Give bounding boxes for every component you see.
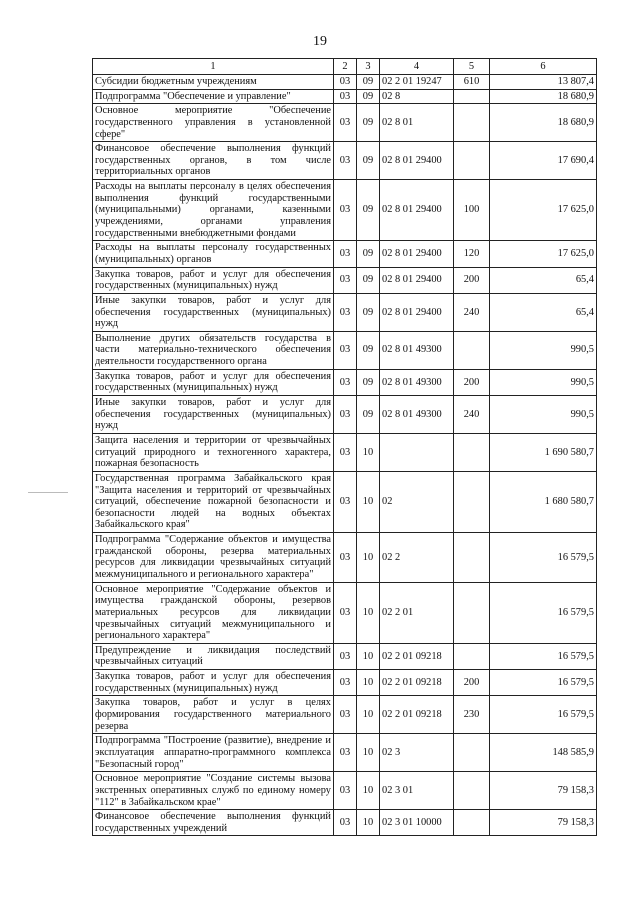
cell-section: 03 (334, 369, 357, 395)
cell-section: 03 (334, 75, 357, 90)
cell-amount: 17 625,0 (490, 241, 597, 267)
table-row (93, 471, 597, 532)
cell-target-article: 02 3 01 10000 (380, 810, 454, 836)
cell-name: Иные закупки товаров, работ и услуг для обеспечения государственных (муниципальных) нужд (93, 396, 334, 434)
cell-subsection: 09 (357, 142, 380, 180)
cell-subsection: 09 (357, 396, 380, 434)
table-row (93, 75, 597, 90)
cell-name: Государственная программа Забайкальского края "Защита населения и территорий от чрезвычайных ситуаций, обеспечение пожарной безопасности и безопасности людей на водных объектах Забайкальского края" (93, 471, 334, 532)
table-row (93, 643, 597, 669)
cell-section: 03 (334, 331, 357, 369)
cell-name: Субсидии бюджетным учреждениям (93, 75, 334, 90)
cell-subsection: 09 (357, 104, 380, 142)
table-row (93, 433, 597, 471)
cell-target-article: 02 8 01 49300 (380, 331, 454, 369)
table-row (93, 104, 597, 142)
cell-amount: 990,5 (490, 396, 597, 434)
cell-amount: 17 625,0 (490, 180, 597, 241)
cell-target-article: 02 2 01 (380, 582, 454, 643)
table-row (93, 696, 597, 734)
cell-subsection: 10 (357, 810, 380, 836)
cell-section: 03 (334, 471, 357, 532)
cell-subsection: 10 (357, 582, 380, 643)
cell-name: Закупка товаров, работ и услуг для обеспечения государственных (муниципальных) нужд (93, 369, 334, 395)
cell-subsection: 09 (357, 293, 380, 331)
cell-subsection: 09 (357, 180, 380, 241)
cell-section: 03 (334, 267, 357, 293)
table-row (93, 293, 597, 331)
cell-expense-type: 240 (454, 293, 490, 331)
table-row (93, 331, 597, 369)
cell-amount: 65,4 (490, 293, 597, 331)
cell-section: 03 (334, 582, 357, 643)
cell-expense-type (454, 734, 490, 772)
cell-name: Иные закупки товаров, работ и услуг для обеспечения государственных (муниципальных) нужд (93, 293, 334, 331)
table-row (93, 369, 597, 395)
cell-name: Подпрограмма "Содержание объектов и имущества гражданской обороны, резерва материальных ресурсов для ликвидации чрезвычайных ситуаций межмуниципального и регионального характера" (93, 533, 334, 583)
cell-section: 03 (334, 810, 357, 836)
cell-target-article: 02 8 01 49300 (380, 369, 454, 395)
table-row (93, 241, 597, 267)
cell-expense-type: 200 (454, 670, 490, 696)
cell-name: Расходы на выплаты персоналу в целях обеспечения выполнения функций государственными (муниципальными) органами, казенными учреждениями, органами управления государственными внебюджетными фондами (93, 180, 334, 241)
cell-expense-type: 230 (454, 696, 490, 734)
table-body (93, 75, 597, 836)
cell-target-article: 02 8 01 29400 (380, 142, 454, 180)
cell-amount: 13 807,4 (490, 75, 597, 90)
cell-section: 03 (334, 533, 357, 583)
cell-target-article: 02 2 01 09218 (380, 696, 454, 734)
cell-target-article: 02 8 01 29400 (380, 241, 454, 267)
cell-expense-type: 200 (454, 267, 490, 293)
cell-expense-type (454, 582, 490, 643)
cell-section: 03 (334, 142, 357, 180)
cell-name: Финансовое обеспечение выполнения функций государственных органов, в том числе территориальных органов (93, 142, 334, 180)
cell-name: Закупка товаров, работ и услуг в целях формирования государственного материального резерва (93, 696, 334, 734)
cell-name: Выполнение других обязательств государства в части материально-технического обеспечения деятельности государственного органа (93, 331, 334, 369)
cell-section: 03 (334, 396, 357, 434)
table-row (93, 180, 597, 241)
cell-section: 03 (334, 293, 357, 331)
cell-target-article: 02 (380, 471, 454, 532)
table-row (93, 772, 597, 810)
cell-amount: 16 579,5 (490, 533, 597, 583)
cell-target-article: 02 8 01 (380, 104, 454, 142)
cell-expense-type (454, 89, 490, 104)
cell-section: 03 (334, 772, 357, 810)
header-col-2: 2 (334, 59, 357, 75)
cell-amount: 18 680,9 (490, 89, 597, 104)
cell-section: 03 (334, 670, 357, 696)
table-row (93, 89, 597, 104)
header-col-1: 1 (93, 59, 334, 75)
cell-subsection: 10 (357, 471, 380, 532)
cell-target-article: 02 3 01 (380, 772, 454, 810)
cell-subsection: 09 (357, 369, 380, 395)
header-col-6: 6 (490, 59, 597, 75)
cell-subsection: 10 (357, 533, 380, 583)
cell-expense-type: 240 (454, 396, 490, 434)
cell-amount: 16 579,5 (490, 582, 597, 643)
cell-expense-type (454, 643, 490, 669)
cell-name: Расходы на выплаты персоналу государственных (муниципальных) органов (93, 241, 334, 267)
cell-expense-type (454, 142, 490, 180)
cell-name: Основное мероприятие "Обеспечение государственного управления в установленной сфере" (93, 104, 334, 142)
cell-amount: 79 158,3 (490, 772, 597, 810)
cell-name: Финансовое обеспечение выполнения функций государственных учреждений (93, 810, 334, 836)
cell-expense-type (454, 533, 490, 583)
cell-section: 03 (334, 643, 357, 669)
cell-amount: 16 579,5 (490, 643, 597, 669)
cell-name: Закупка товаров, работ и услуг для обеспечения государственных (муниципальных) нужд (93, 670, 334, 696)
cell-section: 03 (334, 696, 357, 734)
cell-subsection: 09 (357, 89, 380, 104)
cell-subsection: 09 (357, 331, 380, 369)
cell-target-article: 02 2 01 09218 (380, 643, 454, 669)
cell-target-article: 02 3 (380, 734, 454, 772)
cell-amount: 1 690 580,7 (490, 433, 597, 471)
cell-subsection: 10 (357, 772, 380, 810)
cell-name: Подпрограмма "Обеспечение и управление" (93, 89, 334, 104)
header-row (93, 59, 597, 75)
cell-amount: 990,5 (490, 331, 597, 369)
cell-target-article: 02 8 01 49300 (380, 396, 454, 434)
cell-expense-type: 100 (454, 180, 490, 241)
cell-expense-type (454, 772, 490, 810)
cell-target-article: 02 2 (380, 533, 454, 583)
cell-amount: 79 158,3 (490, 810, 597, 836)
cell-name: Основное мероприятие "Создание системы вызова экстренных оперативных служб по единому номеру "112" в Забайкальском крае" (93, 772, 334, 810)
budget-table (92, 58, 597, 836)
cell-expense-type: 610 (454, 75, 490, 90)
cell-target-article: 02 8 (380, 89, 454, 104)
cell-expense-type (454, 471, 490, 532)
cell-name: Подпрограмма "Построение (развитие), внедрение и эксплуатация аппаратно-программного комплекса "Безопасный город" (93, 734, 334, 772)
cell-amount: 65,4 (490, 267, 597, 293)
cell-subsection: 10 (357, 670, 380, 696)
page-number: 19 (313, 34, 327, 49)
cell-name: Защита населения и территории от чрезвычайных ситуаций природного и техногенного характера, пожарная безопасность (93, 433, 334, 471)
cell-amount: 16 579,5 (490, 670, 597, 696)
header-col-3: 3 (357, 59, 380, 75)
cell-subsection: 10 (357, 643, 380, 669)
cell-amount: 1 680 580,7 (490, 471, 597, 532)
cell-amount: 16 579,5 (490, 696, 597, 734)
table-row (93, 810, 597, 836)
scan-mark (28, 492, 68, 493)
cell-amount: 17 690,4 (490, 142, 597, 180)
cell-subsection: 10 (357, 696, 380, 734)
cell-amount: 990,5 (490, 369, 597, 395)
table-row (93, 734, 597, 772)
cell-expense-type (454, 433, 490, 471)
cell-expense-type: 120 (454, 241, 490, 267)
cell-expense-type (454, 810, 490, 836)
cell-target-article: 02 2 01 09218 (380, 670, 454, 696)
cell-target-article: 02 8 01 29400 (380, 267, 454, 293)
cell-subsection: 09 (357, 267, 380, 293)
header-col-4: 4 (380, 59, 454, 75)
cell-target-article (380, 433, 454, 471)
cell-section: 03 (334, 241, 357, 267)
table-row (93, 533, 597, 583)
cell-section: 03 (334, 180, 357, 241)
cell-subsection: 10 (357, 734, 380, 772)
table-row (93, 396, 597, 434)
cell-target-article: 02 2 01 19247 (380, 75, 454, 90)
cell-name: Закупка товаров, работ и услуг для обеспечения государственных (муниципальных) нужд (93, 267, 334, 293)
table-row (93, 582, 597, 643)
cell-section: 03 (334, 89, 357, 104)
cell-subsection: 09 (357, 75, 380, 90)
cell-expense-type (454, 104, 490, 142)
header-col-5: 5 (454, 59, 490, 75)
cell-target-article: 02 8 01 29400 (380, 293, 454, 331)
cell-subsection: 10 (357, 433, 380, 471)
cell-section: 03 (334, 734, 357, 772)
table-row (93, 267, 597, 293)
table-row (93, 142, 597, 180)
cell-section: 03 (334, 104, 357, 142)
cell-amount: 18 680,9 (490, 104, 597, 142)
cell-name: Основное мероприятие "Содержание объектов и имущества гражданской обороны, резервов материальных ресурсов для ликвидации чрезвычайных ситуаций межмуниципального и регионального характера" (93, 582, 334, 643)
cell-subsection: 09 (357, 241, 380, 267)
cell-amount: 148 585,9 (490, 734, 597, 772)
cell-section: 03 (334, 433, 357, 471)
cell-expense-type: 200 (454, 369, 490, 395)
cell-expense-type (454, 331, 490, 369)
cell-target-article: 02 8 01 29400 (380, 180, 454, 241)
cell-name: Предупреждение и ликвидация последствий чрезвычайных ситуаций (93, 643, 334, 669)
table-row (93, 670, 597, 696)
